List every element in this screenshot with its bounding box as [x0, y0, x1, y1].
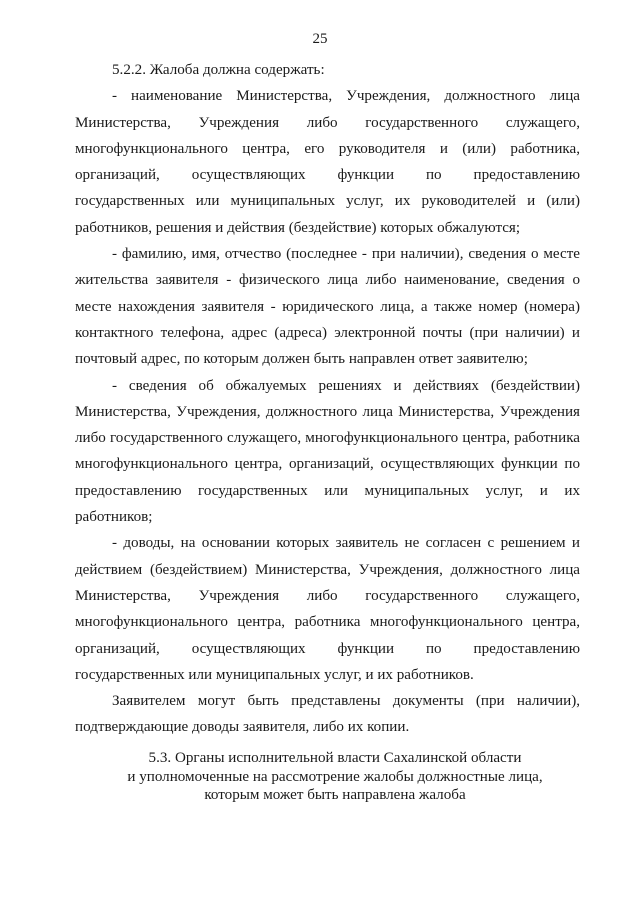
- section-heading-line: 5.3. Органы исполнительной власти Сахалинской области: [148, 750, 522, 766]
- paragraph-supporting-documents: Заявителем могут быть представлены документы (при наличии), подтверждающие доводы заявителя, либо их копии.: [75, 693, 580, 736]
- paragraph-item-applicant-details: - фамилию, имя, отчество (последнее - при наличии), сведения о месте жительства заявителя - физического лица либо наименование, сведения о месте нахождения заявителя - юридического лица, а также номер (номера) контактного телефона, адрес (адреса) электронной почты (при наличии) и почтовый адрес, по которым должен быть направлен ответ заявителю;: [75, 246, 580, 368]
- document-body: [75, 57, 580, 741]
- paragraph-item-authority-name: - наименование Министерства, Учреждения, должностного лица Министерства, Учреждения либо государственного служащего, многофункционального центра, его руководителя и (или) работника, организаций, осуществляющих функции по предоставлению государственных или муниципальных услуг, их руководителей и (или) работников, решения и действия (бездействие) которых обжалуются;: [75, 88, 580, 236]
- section-heading: [95, 749, 575, 805]
- paragraph-complaint-contents-intro: 5.2.2. Жалоба должна содержать:: [112, 62, 325, 78]
- page-number: 25: [312, 31, 328, 47]
- paragraph-item-arguments: - доводы, на основании которых заявитель не согласен с решением и действием (бездействием) Министерства, Учреждения, должностного лица Министерства, Учреждения либо государственного служащего, многофункционального центра, работника многофункционального центра, организаций, осуществляющих функции по предоставлению государственных или муниципальных услуг, и их работников.: [75, 535, 580, 683]
- paragraph-item-appealed-decisions: - сведения об обжалуемых решениях и действиях (бездействии) Министерства, Учреждения, должностного лица Министерства, Учреждения либо государственного служащего, многофункционального центра, работника многофункционального центра, организаций, осуществляющих функции по предоставлению государственных или муниципальных услуг, и их работников;: [75, 377, 580, 526]
- section-heading-line: и уполномоченные на рассмотрение жалобы должностные лица,: [127, 768, 543, 785]
- section-heading-line: которым может быть направлена жалоба: [204, 787, 466, 803]
